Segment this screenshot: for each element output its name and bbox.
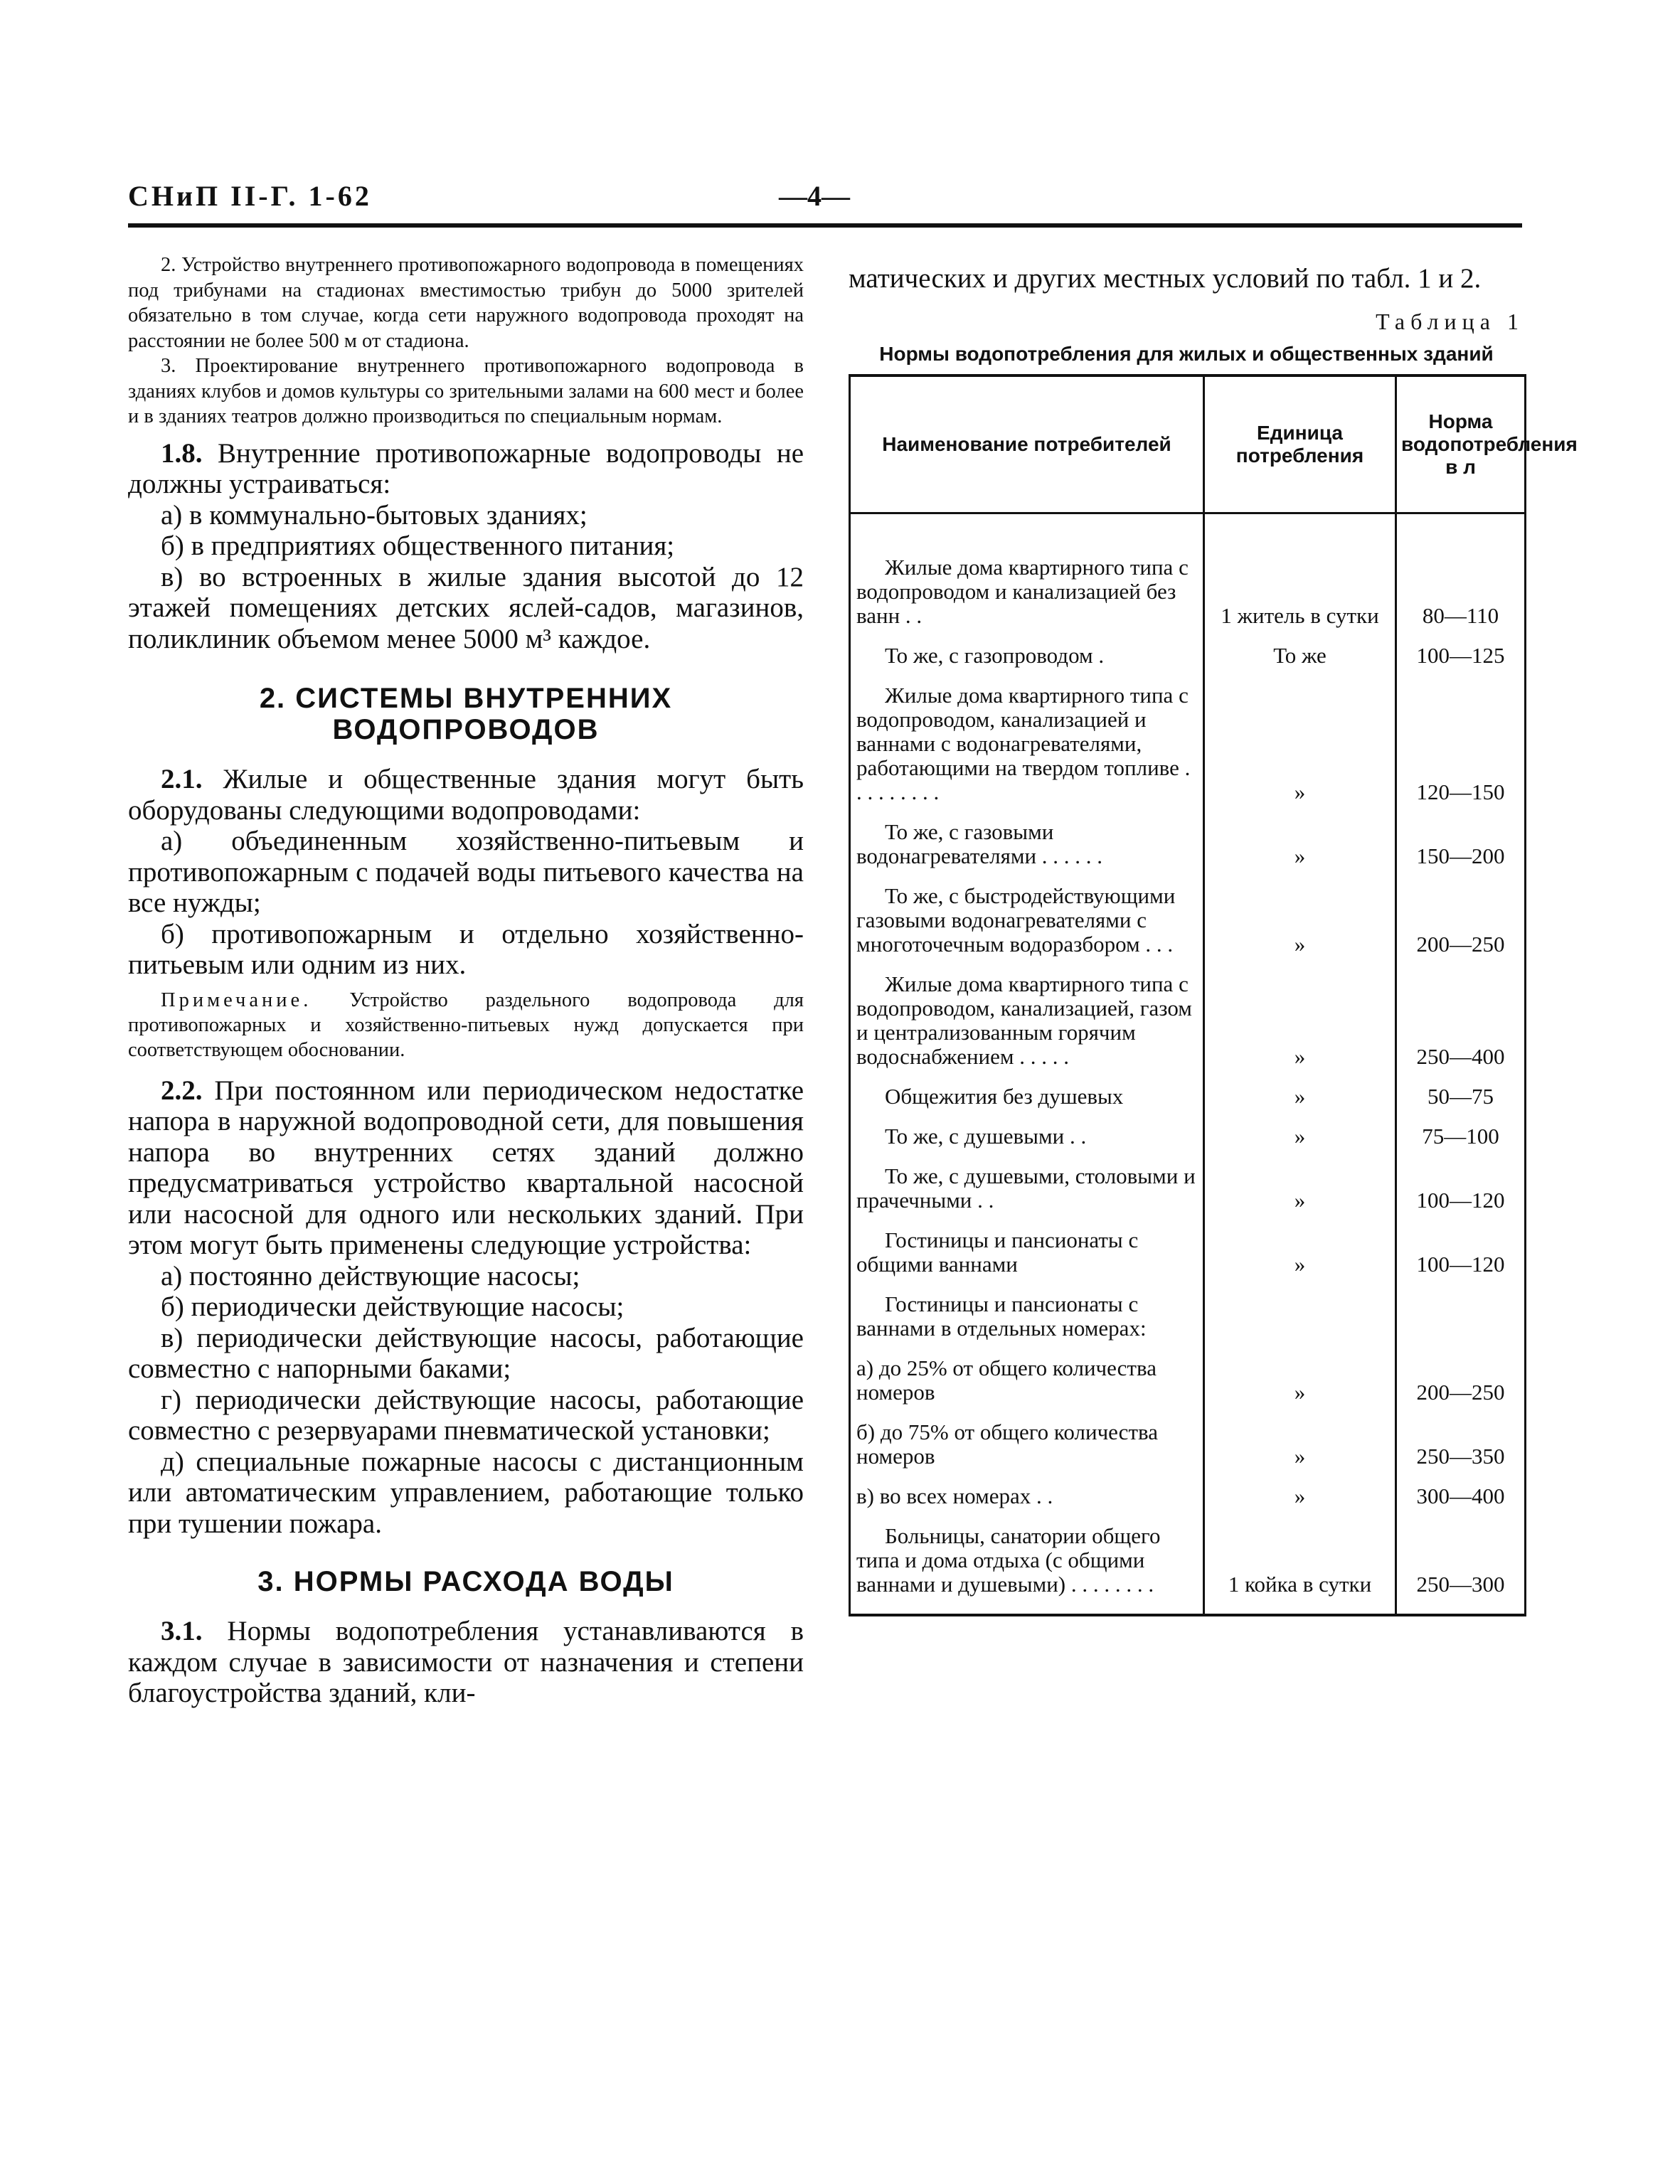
- section-text: При постоянном или периодическом недостатке напора в наружной водопроводной сети, для повышения напора во внутренних сетях зданий должно предусматриваться устройство квартальной насосной или насосной для одного или нескольких зданий. При этом могут быть применены следующие устройства:: [128, 1075, 804, 1260]
- cell-norm: 75—100: [1396, 1114, 1526, 1154]
- table-header-row: [850, 375, 1526, 513]
- note-label: Примечание.: [161, 989, 312, 1011]
- list-item: д) специальные пожарные насосы с дистанционным или автоматическим управлением, работающие только при тушении пожара.: [128, 1446, 804, 1539]
- cell-unit: »: [1204, 1114, 1396, 1154]
- column-header-consumer: Наименование потребителей: [850, 375, 1204, 513]
- cell-norm: 120—150: [1396, 673, 1526, 810]
- cell-consumer: То же, с газопроводом .: [850, 634, 1204, 673]
- column-header-unit: Единица потребления: [1204, 375, 1396, 513]
- note-text: Устройство раздельного водопровода для противопожарных и хозяйственно-питьевых нужд допускается при соответствующем обосновании.: [128, 989, 804, 1061]
- cell-consumer: То же, с быстродействующими газовыми водонагревателями с многоточечным водоразбором . . .: [850, 874, 1204, 962]
- table-row: [850, 1114, 1526, 1154]
- cell-norm: 100—125: [1396, 634, 1526, 673]
- table-row: [850, 1154, 1526, 1218]
- page-header: [128, 176, 1522, 226]
- table-row: [850, 1346, 1526, 1410]
- paragraph-note-3: 3. Проектирование внутреннего противопожарного водопровода в зданиях клубов и домов культуры со зрительными залами на 600 мест и более и в зданиях театров должно производиться по специальным нормам.: [128, 355, 804, 427]
- header-rule: [128, 223, 1522, 228]
- cell-consumer: б) до 75% от общего количества номеров: [850, 1410, 1204, 1474]
- table-row: [850, 874, 1526, 962]
- table-row: [850, 962, 1526, 1075]
- cell-norm: 300—400: [1396, 1474, 1526, 1514]
- right-column: [849, 263, 1578, 1616]
- table-row: [850, 634, 1526, 673]
- cell-norm: 200—250: [1396, 1346, 1526, 1410]
- cell-consumer: Жилые дома квартирного типа с водопроводом, канализацией и ваннами с водонагревателями, работающими на твердом топливе . . . . . . . . .: [850, 673, 1204, 810]
- column-header-norm: Норма водопотребления в л: [1396, 375, 1526, 513]
- cell-unit: 1 житель в сутки: [1204, 513, 1396, 634]
- table-row: [850, 1514, 1526, 1615]
- table-row: [850, 1218, 1526, 1282]
- cell-norm: 250—350: [1396, 1410, 1526, 1474]
- cell-unit: »: [1204, 810, 1396, 874]
- cell-norm: 200—250: [1396, 874, 1526, 962]
- cell-consumer: в) во всех номерах . .: [850, 1474, 1204, 1514]
- cell-unit: »: [1204, 1410, 1396, 1474]
- cell-norm: 150—200: [1396, 810, 1526, 874]
- list-item: а) постоянно действующие насосы;: [161, 1260, 580, 1291]
- table-row: [850, 1282, 1526, 1346]
- cell-unit: »: [1204, 673, 1396, 810]
- section-3-1: [128, 1616, 804, 1709]
- note: [128, 988, 804, 1062]
- section-heading-3: 3. НОРМЫ РАСХОДА ВОДЫ: [257, 1566, 674, 1597]
- list-item: б) периодически действующие насосы;: [161, 1291, 624, 1322]
- table-row: [850, 810, 1526, 874]
- cell-norm: 250—300: [1396, 1514, 1526, 1615]
- table-row: [850, 673, 1526, 810]
- water-norms-table: [849, 374, 1578, 1617]
- table-caption: Таблица 1: [1376, 308, 1524, 334]
- cell-consumer: Гостиницы и пансионаты с общими ваннами: [850, 1218, 1204, 1282]
- table-row: [850, 1410, 1526, 1474]
- section-number: 3.1.: [161, 1616, 203, 1646]
- cell-consumer: Гостиницы и пансионаты с ваннами в отдельных номерах:: [850, 1282, 1204, 1346]
- section-number: 1.8.: [161, 437, 203, 469]
- cell-unit: »: [1204, 1346, 1396, 1410]
- section-heading-2-line-1: 2. СИСТЕМЫ ВНУТРЕННИХ: [259, 683, 673, 714]
- table-row: [850, 1474, 1526, 1514]
- cell-unit: То же: [1204, 634, 1396, 673]
- paragraph-continuation: матических и других местных условий по табл. 1 и 2.: [849, 263, 1482, 294]
- section-text: Жилые и общественные здания могут быть оборудованы следующими водопроводами:: [128, 764, 804, 826]
- cell-unit: »: [1204, 1154, 1396, 1218]
- table-title: Нормы водопотребления для жилых и общественных зданий: [879, 342, 1494, 365]
- table-row: [850, 1075, 1526, 1114]
- left-column: [128, 252, 804, 1709]
- section-2-2: [128, 1075, 804, 1261]
- paragraph-note-2: 2. Устройство внутреннего противопожарного водопровода в помещениях под трибунами на стадионах вместимостью трибун до 5000 зрителей обязательно в том случае, когда сети наружного водопровода проходят на расстоянии не более 500 м от стадиона.: [128, 254, 804, 352]
- cell-norm: 80—110: [1396, 513, 1526, 634]
- cell-unit: »: [1204, 1075, 1396, 1114]
- list-item: а) в коммунально-бытовых зданиях;: [161, 499, 588, 531]
- list-item: г) периодически действующие насосы, работающие совместно с резервуарами пневматической установки;: [128, 1384, 804, 1446]
- list-item: в) во встроенных в жилые здания высотой до 12 этажей помещениях детских яслей-садов, магазинов, поликлиник объемом менее 5000 м³ каждое.: [128, 561, 804, 654]
- section-number: 2.1.: [161, 764, 203, 794]
- list-item: а) объединенным хозяйственно-питьевым и противопожарным с подачей воды питьевого качества на все нужды;: [128, 826, 804, 918]
- cell-norm: [1396, 1282, 1526, 1346]
- cell-unit: [1204, 1282, 1396, 1346]
- page-number: —4—: [779, 180, 850, 212]
- cell-consumer: То же, с душевыми . .: [850, 1114, 1204, 1154]
- cell-norm: 100—120: [1396, 1218, 1526, 1282]
- cell-consumer: Жилые дома квартирного типа с водопроводом, канализацией, газом и централизованным горячим водоснабжением . . . . .: [850, 962, 1204, 1075]
- cell-unit: »: [1204, 874, 1396, 962]
- cell-consumer: Жилые дома квартирного типа с водопроводом и канализацией без ванн . .: [850, 513, 1204, 634]
- cell-consumer: а) до 25% от общего количества номеров: [850, 1346, 1204, 1410]
- cell-consumer: Больницы, санатории общего типа и дома отдыха (с общими ваннами и душевыми) . . . . . . . .: [850, 1514, 1204, 1615]
- list-item: б) противопожарным и отдельно хозяйственно-питьевым или одним из них.: [128, 918, 804, 980]
- cell-consumer: Общежития без душевых: [850, 1075, 1204, 1114]
- section-text: Внутренние противопожарные водопроводы не должны устраиваться:: [128, 437, 804, 499]
- section-number: 2.2.: [161, 1075, 203, 1106]
- list-item: в) периодически действующие насосы, работающие совместно с напорными баками;: [128, 1322, 804, 1384]
- list-item: б) в предприятиях общественного питания;: [161, 531, 675, 561]
- cell-unit: »: [1204, 1218, 1396, 1282]
- section-2-1: [128, 764, 804, 826]
- section-heading-2-line-2: ВОДОПРОВОДОВ: [332, 714, 600, 745]
- cell-consumer: То же, с газовыми водонагревателями . . . . . .: [850, 810, 1204, 874]
- cell-norm: 100—120: [1396, 1154, 1526, 1218]
- cell-norm: 50—75: [1396, 1075, 1526, 1114]
- document-code: СНиП II-Г. 1-62: [128, 180, 372, 212]
- section-text: Нормы водопотребления устанавливаются в каждом случае в зависимости от назначения и степени благоустройства зданий, кли-: [128, 1616, 804, 1708]
- cell-consumer: То же, с душевыми, столовыми и прачечными . .: [850, 1154, 1204, 1218]
- cell-norm: 250—400: [1396, 962, 1526, 1075]
- section-1-8: [128, 438, 804, 500]
- cell-unit: 1 койка в сутки: [1204, 1514, 1396, 1615]
- table-row: [850, 513, 1526, 634]
- cell-unit: »: [1204, 962, 1396, 1075]
- cell-unit: »: [1204, 1474, 1396, 1514]
